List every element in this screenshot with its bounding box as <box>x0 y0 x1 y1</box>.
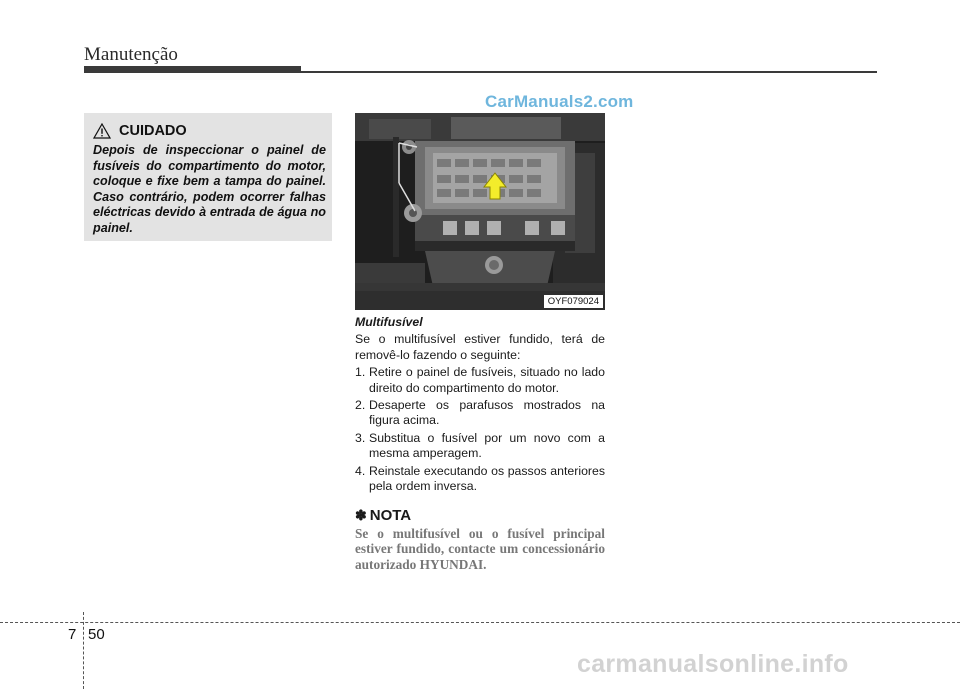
page-number: 50 <box>88 626 105 643</box>
step-text: Retire o painel de fusíveis, situado no lado direito do compartimento do motor. <box>369 365 605 395</box>
step-number: 2. <box>355 398 366 413</box>
subsection-title: Multifusível <box>355 315 423 329</box>
chapter-number: 7 <box>68 626 77 643</box>
caution-text: Depois de inspeccionar o painel de fusíveis do compartimento do motor, coloque e fixe bem a tampa do painel. Caso contrário, podem ocorrer falhas eléctricas devido à entrada de água no painel. <box>93 143 326 235</box>
header-rule-thin <box>84 71 877 73</box>
list-item <box>355 398 605 429</box>
note-title: NOTA <box>369 507 412 525</box>
step-number: 1. <box>355 365 366 380</box>
fuse-box-photo <box>355 113 605 310</box>
caution-header <box>93 121 326 141</box>
figure-code: OYF079024 <box>544 295 603 308</box>
step-text: Desaperte os parafusos mostrados na figura acima. <box>369 398 605 428</box>
step-number: 4. <box>355 463 366 478</box>
caution-box <box>84 113 332 241</box>
intro-paragraph: Se o multifusível estiver fundido, terá de removê-lo fazendo o seguinte: <box>355 332 605 362</box>
steps-list <box>355 365 605 494</box>
footer-divider <box>0 622 960 623</box>
section-title: Manutenção <box>84 44 178 65</box>
note-text: Se o multifusível ou o fusível principal estiver fundido, contacte um concessionário autorizado HYUNDAI. <box>355 525 605 572</box>
watermark-top: CarManuals2.com <box>485 92 634 111</box>
warning-triangle-icon <box>93 123 111 139</box>
caution-title: CUIDADO <box>119 123 187 139</box>
asterisk-icon: ✽ <box>355 507 367 524</box>
step-text: Substitua o fusível por um novo com a mesma amperagem. <box>369 430 605 461</box>
watermark-bottom: carmanualsonline.info <box>577 650 849 678</box>
fuse-box-illustration <box>355 113 605 310</box>
main-content <box>355 315 605 572</box>
list-item <box>355 464 605 495</box>
list-item <box>355 365 605 396</box>
footer-vertical-divider <box>83 612 84 689</box>
note-header <box>355 508 605 523</box>
step-number: 3. <box>355 430 366 445</box>
list-item <box>355 431 605 462</box>
step-text: Reinstale executando os passos anteriores pela ordem inversa. <box>369 463 605 494</box>
